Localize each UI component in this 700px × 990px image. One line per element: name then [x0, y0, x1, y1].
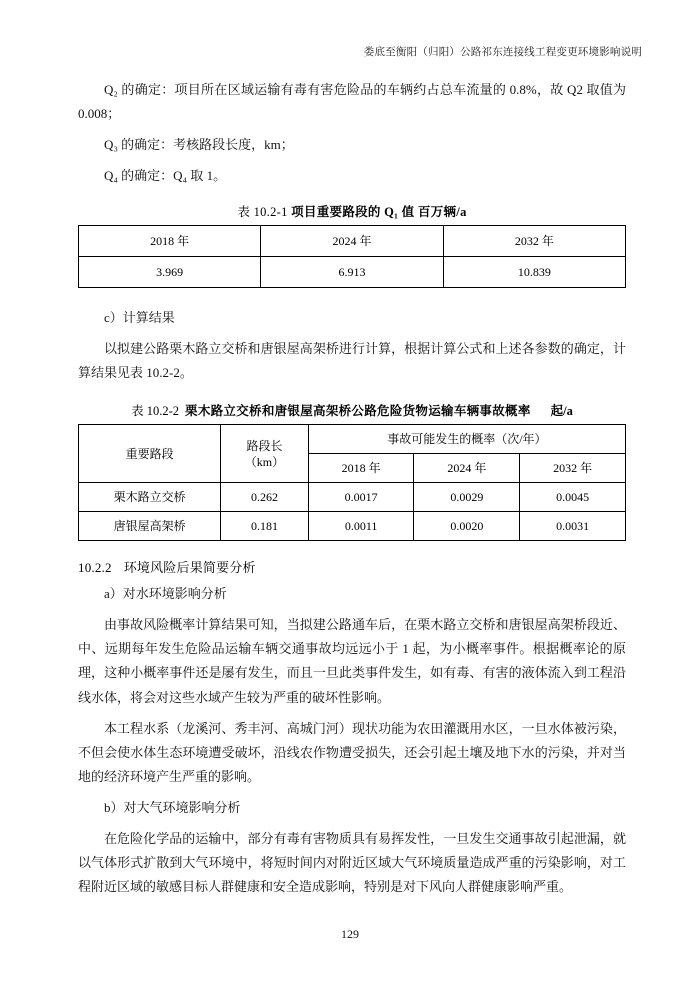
table-accident-probability [78, 424, 626, 541]
table2-header-section: 重要路段 [79, 425, 221, 483]
subsection-b-paragraph-1: 在危险化学品的运输中，部分有毒有害物质具有易挥发性，一旦发生交通事故引起泄漏，就以气体形式扩散到大气环境中，将短时间内对附近区域大气环境质量造成严重的污染影响，对工程附近区域的敏感目标人群健康和安全造成影响，特别是对下风向人群健康影响严重。 [78, 830, 626, 894]
table2-row1-p2032: 0.0045 [520, 483, 626, 512]
table2-row2-p2024: 0.0020 [414, 512, 520, 541]
section-title: 环境风险后果简要分析 [123, 560, 256, 576]
subsection-a-title: a）对水环境影响分析 [104, 586, 227, 602]
page-header: 娄底至衡阳（归阳）公路祁东连接线工程变更环境影响说明 [363, 47, 642, 58]
table2-caption [78, 401, 626, 419]
section-heading-10-2-2 [78, 557, 626, 576]
table-q1-values [78, 225, 626, 288]
table1-value-2024: 6.913 [261, 257, 443, 288]
table1-header-2024: 2024 年 [261, 226, 443, 257]
table2-header-group: 事故可能发生的概率（次/年） [308, 425, 625, 454]
table2-header-length-line1: 路段长 [246, 438, 283, 453]
subsection-a-paragraph-1: 由事故风险概率计算结果可知，当拟建公路通车后，在栗木路立交桥和唐银屋高架桥段近、中、远期每年发生危险品运输车辆交通事故均远远小于 1 起，为小概率事件。根据概率论的原理，这种小概率事件还是屡有发生，而且一旦此类事件发生，如有毒、有害的液体流入到工程沿线水体，将会对这些水域产生较为严重的破坏性影响。 [78, 617, 626, 705]
table2-row2-length: 0.181 [221, 512, 309, 541]
table1-caption-title: 项目重要路段的 Q₁ 值 [291, 205, 415, 220]
section-number: 10.2.2 [78, 560, 112, 576]
table-row-header [79, 226, 626, 257]
table2-row1-length: 0.262 [221, 483, 309, 512]
paragraph-q2: Q₂ 的确定：项目所在区域运输有毒有害危险品的车辆约占总车流量的 0.8%，故 Q2 取值为 0.008； [78, 82, 626, 122]
table1-caption-number: 表 10.2-1 [237, 205, 288, 220]
table2-row1-name: 栗木路立交桥 [79, 483, 221, 512]
table2-caption-unit: 起/a [550, 404, 573, 419]
table2-header-2032: 2032 年 [520, 454, 626, 483]
table2-header-length-line2: （km） [244, 454, 285, 469]
table2-header-length [221, 425, 309, 483]
table2-caption-number: 表 10.2-2 [131, 404, 180, 419]
table-row [79, 483, 626, 512]
table1-header-2032: 2032 年 [443, 226, 625, 257]
table1-value-2018: 3.969 [79, 257, 261, 288]
paragraph-c-title: c）计算结果 [104, 310, 175, 326]
table2-row2-name: 唐银屋高架桥 [79, 512, 221, 541]
table2-row2-p2018: 0.0011 [308, 512, 414, 541]
table2-header-2018: 2018 年 [308, 454, 414, 483]
table2-row2-p2032: 0.0031 [520, 512, 626, 541]
paragraph-c-body: 以拟建公路栗木路立交桥和唐银屋高架桥进行计算，根据计算公式和上述各参数的确定，计算结果见表 10.2-2。 [78, 341, 626, 381]
table1-header-2018: 2018 年 [79, 226, 261, 257]
paragraph-q4: Q₄ 的确定：Q₄ 取 1。 [104, 168, 227, 184]
table2-row1-p2024: 0.0029 [414, 483, 520, 512]
table1-value-2032: 10.839 [443, 257, 625, 288]
table2-header-2024: 2024 年 [414, 454, 520, 483]
table-row [79, 512, 626, 541]
table-row [79, 257, 626, 288]
table1-caption [78, 202, 626, 220]
table2-row1-p2018: 0.0017 [308, 483, 414, 512]
paragraph-q3: Q₃ 的确定：考核路段长度，km； [104, 137, 294, 153]
page-content [78, 78, 626, 906]
subsection-b-title: b）对大气环境影响分析 [104, 799, 241, 815]
table-row-header-top [79, 425, 626, 454]
page-number: 129 [341, 927, 359, 941]
table1-caption-unit: 百万辆/a [417, 205, 467, 220]
subsection-a-paragraph-2: 本工程水系（龙溪河、秀丰河、高城门河）现状功能为农田灌溉用水区，一旦水体被污染，不但会使水体生态环境遭受破坏，沿线农作物遭受损失，还会引起土壤及地下水的污染，并对当地的经济环境产生严重的影响。 [78, 720, 626, 784]
table2-caption-title: 栗木路立交桥和唐银屋高架桥公路危险货物运输车辆事故概率 [185, 404, 531, 419]
